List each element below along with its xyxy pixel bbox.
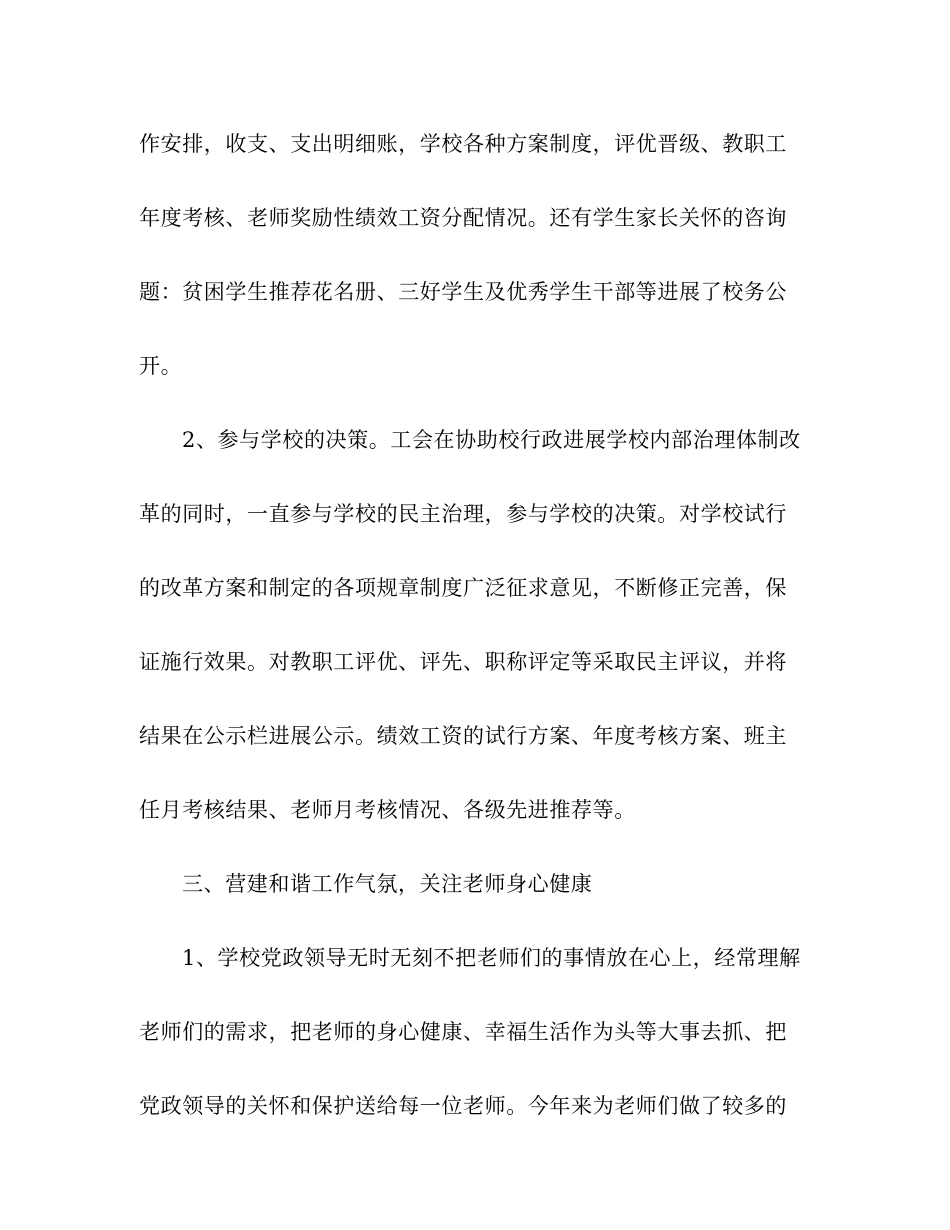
text-line: 开。 <box>139 354 183 378</box>
paragraph-start-line: 2、参与学校的决策。工会在协助校行政进展学校内部治理体制改 <box>182 428 801 452</box>
text-line: 革的同时，一直参与学校的民主治理，参与学校的决策。对学校试行 <box>139 502 787 526</box>
text-line: 作安排，收支、支出明细账，学校各种方案制度，评优晋级、教职工 <box>139 132 787 156</box>
paragraph-start-line: 1、学校党政领导无时无刻不把老师们的事情放在心上，经常理解 <box>182 946 801 970</box>
text-line: 结果在公示栏进展公示。绩效工资的试行方案、年度考核方案、班主 <box>139 724 787 748</box>
text-line: 任月考核结果、老师月考核情况、各级先进推荐等。 <box>139 798 636 822</box>
text-line: 证施行效果。对教职工评优、评先、职称评定等采取民主评议，并将 <box>139 650 787 674</box>
text-line: 老师们的需求，把老师的身心健康、幸福生活作为头等大事去抓、把 <box>139 1020 787 1044</box>
section-heading: 三、营建和谐工作气氛，关注老师身心健康 <box>182 872 593 896</box>
text-line: 的改革方案和制定的各项规章制度广泛征求意见，不断修正完善，保 <box>139 576 787 600</box>
text-line: 党政领导的关怀和保护送给每一位老师。今年来为老师们做了较多的 <box>139 1094 787 1118</box>
text-line: 年度考核、老师奖励性绩效工资分配情况。还有学生家长关怀的咨询 <box>139 206 787 230</box>
text-line: 题：贫困学生推荐花名册、三好学生及优秀学生干部等进展了校务公 <box>139 280 787 304</box>
